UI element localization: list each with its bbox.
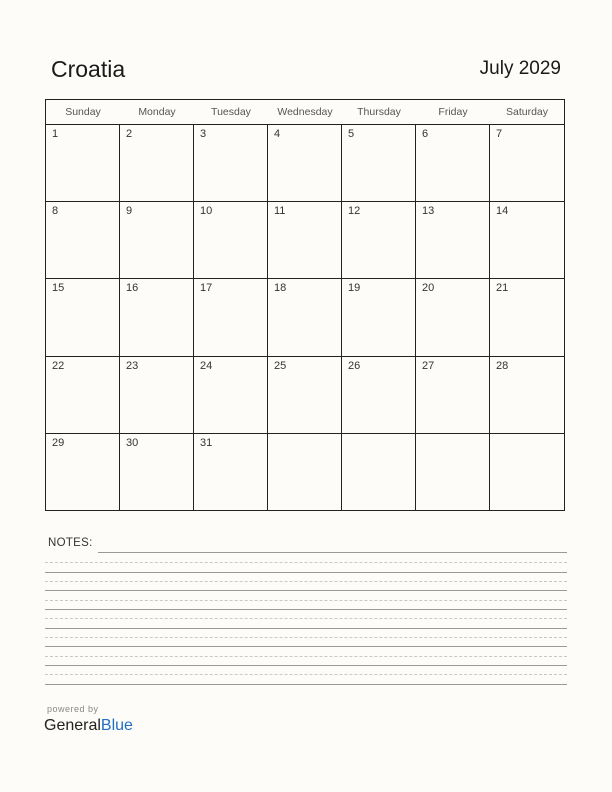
notes-line	[45, 590, 567, 591]
notes-line	[45, 646, 567, 647]
day-cell	[416, 202, 490, 279]
day-cell	[268, 434, 342, 511]
generalblue-logo[interactable]	[44, 717, 133, 735]
day-cell	[342, 357, 416, 434]
notes-label: NOTES:	[48, 537, 93, 549]
weekday-thursday: Thursday	[357, 106, 401, 118]
notes-line	[45, 628, 567, 629]
day-cell	[46, 357, 120, 434]
day-cell	[490, 434, 564, 511]
day-number: 1	[52, 128, 59, 140]
day-number: 3	[200, 128, 207, 140]
notes-line	[98, 552, 567, 553]
day-number: 4	[274, 128, 281, 140]
day-grid	[46, 125, 564, 511]
day-cell	[120, 357, 194, 434]
day-cell	[490, 279, 564, 356]
notes-line	[45, 609, 567, 610]
day-number: 26	[348, 359, 361, 372]
weekday-wednesday: Wednesday	[277, 106, 333, 118]
day-number: 25	[274, 359, 287, 372]
day-cell	[194, 125, 268, 202]
notes-guide-line	[45, 581, 567, 582]
day-number: 19	[348, 282, 361, 295]
brand-general-text: General	[44, 717, 101, 734]
day-number: 22	[52, 359, 65, 372]
day-cell	[416, 357, 490, 434]
day-number: 6	[422, 128, 429, 140]
calendar-grid	[45, 99, 565, 511]
country-title: Croatia	[51, 56, 126, 82]
day-cell	[194, 434, 268, 511]
powered-by-text: powered by	[47, 704, 99, 714]
day-cell	[268, 279, 342, 356]
day-cell	[342, 202, 416, 279]
day-number: 29	[52, 436, 65, 449]
day-number: 12	[348, 205, 361, 218]
day-cell	[120, 125, 194, 202]
day-cell	[490, 202, 564, 279]
notes-guide-line	[45, 674, 567, 675]
day-cell	[268, 202, 342, 279]
day-cell	[46, 202, 120, 279]
weekday-monday: Monday	[138, 106, 176, 118]
day-cell	[416, 125, 490, 202]
day-number: 15	[52, 282, 65, 295]
day-cell	[194, 357, 268, 434]
day-cell	[342, 125, 416, 202]
day-number: 11	[274, 205, 286, 218]
day-cell	[268, 357, 342, 434]
day-cell	[268, 125, 342, 202]
day-cell	[120, 434, 194, 511]
day-number: 10	[200, 205, 213, 218]
day-cell	[342, 434, 416, 511]
day-number: 24	[200, 359, 213, 372]
day-cell	[194, 279, 268, 356]
day-number: 28	[496, 359, 509, 372]
notes-line	[45, 665, 567, 666]
day-cell	[342, 279, 416, 356]
month-title: July 2029	[479, 58, 561, 79]
notes-guide-line	[45, 562, 567, 563]
day-number: 9	[126, 205, 133, 218]
day-number: 5	[348, 128, 355, 140]
weekday-saturday: Saturday	[505, 106, 549, 118]
day-number: 7	[496, 128, 503, 140]
day-number: 8	[52, 205, 59, 218]
day-number: 30	[126, 436, 139, 449]
notes-guide-line	[45, 656, 567, 657]
notes-guide-line	[45, 618, 567, 619]
day-cell	[46, 279, 120, 356]
notes-line	[45, 572, 567, 573]
day-number: 14	[496, 205, 509, 218]
brand-blue-text: Blue	[100, 717, 133, 734]
notes-guide-line	[45, 600, 567, 601]
day-number: 2	[126, 128, 133, 140]
day-cell	[46, 125, 120, 202]
day-cell	[120, 202, 194, 279]
day-number: 23	[126, 359, 139, 372]
day-number: 18	[274, 282, 287, 295]
day-cell	[416, 279, 490, 356]
day-number: 27	[422, 359, 435, 372]
day-number: 21	[496, 282, 509, 295]
weekday-tuesday: Tuesday	[211, 106, 251, 118]
day-cell	[120, 279, 194, 356]
weekday-header-row	[46, 100, 564, 125]
day-cell	[194, 202, 268, 279]
day-cell	[416, 434, 490, 511]
notes-line	[45, 684, 567, 685]
day-cell	[490, 125, 564, 202]
day-number: 20	[422, 282, 435, 295]
weekday-sunday: Sunday	[65, 106, 101, 118]
day-cell	[490, 357, 564, 434]
notes-guide-line	[45, 637, 567, 638]
day-number: 16	[126, 282, 139, 295]
day-number: 17	[200, 282, 213, 295]
day-cell	[46, 434, 120, 511]
day-number: 13	[422, 205, 435, 218]
weekday-friday: Friday	[438, 106, 468, 118]
day-number: 31	[200, 436, 213, 449]
